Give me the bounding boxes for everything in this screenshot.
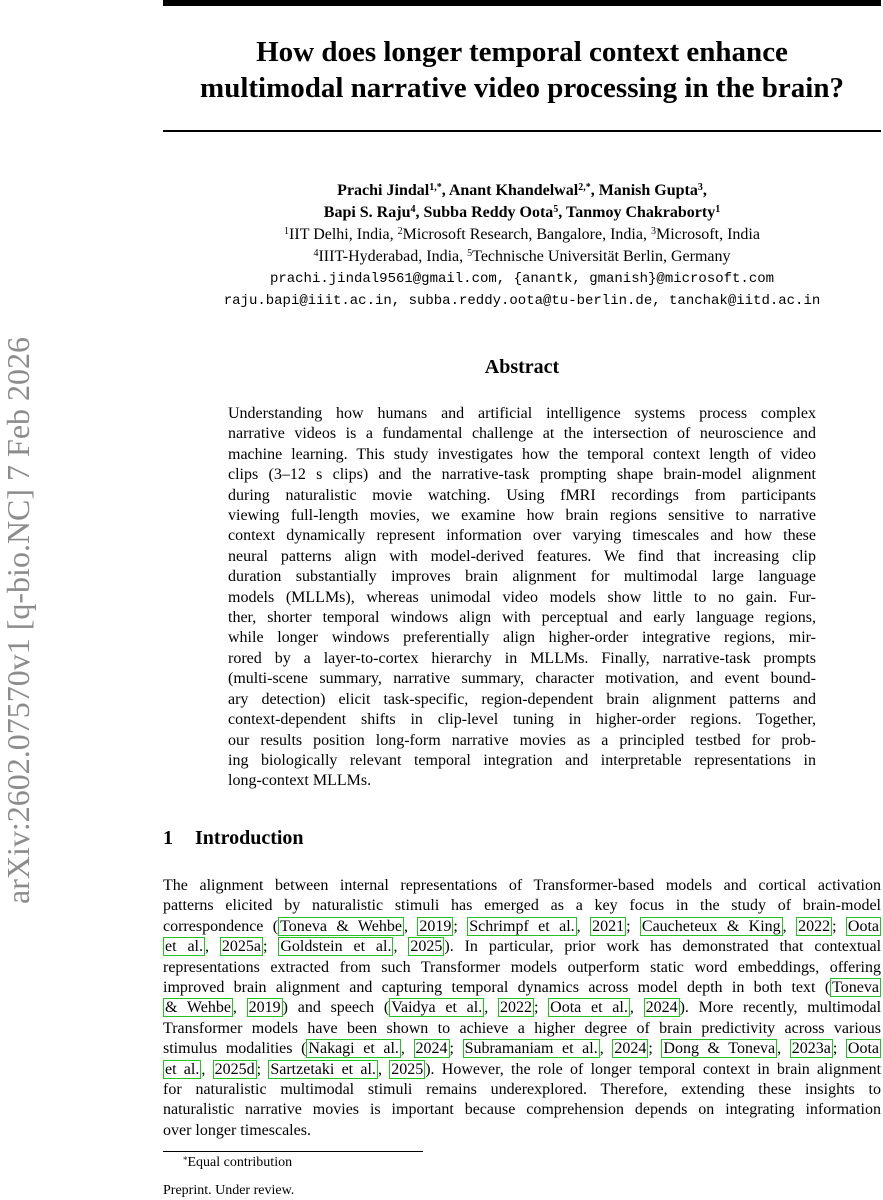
affiliation-line-2 bbox=[163, 246, 881, 268]
citation-link[interactable]: Oota et al. bbox=[550, 999, 628, 1017]
citation-year-link[interactable]: 2019 bbox=[419, 917, 452, 935]
author-name: Tanmoy Chakraborty bbox=[566, 204, 716, 221]
intro-line bbox=[163, 978, 881, 998]
intro-line: patterns elicited by naturalistic stimuli has emerged as a key focus in the study of brain-model bbox=[163, 897, 881, 915]
citation-year-link[interactable]: 2019 bbox=[248, 999, 281, 1017]
abstract-line: Understanding how humans and artificial intelligence systems process complex bbox=[228, 405, 816, 422]
author-name: Prachi Jindal bbox=[337, 182, 430, 199]
title-line-1: How does longer temporal context enhance bbox=[256, 36, 788, 68]
abstract-line: context-dependent shifts in clip-level tuning in higher-order regions. Together, bbox=[228, 711, 816, 729]
citation-year-link[interactable]: 2025 bbox=[410, 938, 443, 956]
citation-year-link[interactable]: 2025a bbox=[221, 938, 262, 956]
intro-line: & Wehbe , 2019 ) and speech ( Vaidya et al. , 2022 ; Oota et al. , 2024 ). More recently, multimodal bbox=[165, 999, 882, 1017]
citation-link[interactable]: Schrimpf et al. bbox=[469, 917, 575, 935]
abstract-line: viewing full-length movies, we examine how brain regions sensitive to narrative bbox=[228, 507, 816, 525]
abstract-line: (multi-scene summary, narrative summary, character motivation, and event bound- bbox=[228, 670, 816, 688]
abstract-line: rored by a layer-to-cortex hierarchy in MLLMs. Finally, narrative-task prompts bbox=[228, 649, 816, 667]
abstract-line: clips (3–12 s clips) and the narrative-task prompting shape brain-model alignment bbox=[228, 466, 816, 484]
author-mark: 5 bbox=[553, 204, 559, 215]
abstract-line: models (MLLMs), whereas unimodal video models show little to no gain. Fur- bbox=[228, 588, 816, 606]
intro-line: The alignment between internal representations of Transformer-based models and cortical activation bbox=[163, 877, 881, 894]
abstract-line: during naturalistic movie watching. Using fMRI recordings from participants bbox=[228, 486, 816, 504]
abstract-line: ther, shorter temporal windows align with perceptual and early language regions, bbox=[228, 609, 816, 627]
footnote-mark: * bbox=[183, 1155, 188, 1165]
citation-year-link[interactable]: 2024 bbox=[645, 999, 678, 1017]
intro-line: stimulus modalities ( Nakagi et al. , 2024 ; Subramaniam et al. , 2024 ; Dong & Toneva , 2023a ; Oota bbox=[163, 1040, 880, 1058]
section-heading-introduction bbox=[163, 827, 304, 850]
affiliation-mark: 3 bbox=[650, 226, 656, 237]
affiliation-mark: 5 bbox=[467, 248, 473, 259]
citation-year-link[interactable]: 2024 bbox=[614, 1040, 647, 1058]
citation-link[interactable]: Subramaniam et al. bbox=[464, 1040, 598, 1058]
footnote bbox=[183, 1155, 292, 1171]
intro-line: naturalistic narrative movies is important because comprehension depends on integrating information bbox=[163, 1101, 881, 1119]
citation-link[interactable]: Dong & Toneva bbox=[663, 1040, 776, 1058]
intro-line: et al. , 2025d ; Sartzetaki et al. , 2025 ). However, the role of longer temporal context in brain alignment bbox=[165, 1060, 882, 1078]
author-block bbox=[163, 180, 881, 312]
author-name: Bapi S. Raju bbox=[323, 204, 411, 221]
intro-line: representations extracted from such Transformer models outperform static word embeddings, offering bbox=[163, 958, 881, 976]
affiliation-text: IIIT-Hyderabad, India, bbox=[318, 248, 468, 265]
abstract-line: machine learning. This study investigates how the temporal context length of video bbox=[228, 445, 816, 463]
intro-text: improved brain alignment and capturing temporal dynamics across model depth in both text ( bbox=[163, 979, 831, 997]
intro-line: correspondence ( Toneva & Wehbe , 2019 ; Schrimpf et al. , 2021 ; Caucheteux & King , 2022 ; Oota bbox=[163, 917, 880, 935]
footnote-rule bbox=[163, 1151, 423, 1152]
author-name: Manish Gupta bbox=[598, 182, 698, 199]
intro-text: correspondence ( bbox=[163, 917, 279, 935]
affiliation-mark: 4 bbox=[313, 248, 319, 259]
preprint-notice: Preprint. Under review. bbox=[163, 1183, 295, 1198]
author-mark: 2,* bbox=[578, 182, 591, 193]
section-number: 1 bbox=[163, 827, 173, 849]
email-line-1: prachi.jindal9561@gmail.com, {anantk, gmanish}@microsoft.com bbox=[269, 271, 775, 287]
citation-link[interactable]: Caucheteux & King bbox=[641, 917, 781, 935]
citation-link[interactable]: Vaidya et al. bbox=[391, 999, 483, 1017]
affiliation-text: IIT Delhi, India, bbox=[289, 226, 398, 243]
abstract-line: our results position long-form narrative movies as a principled testbed for prob- bbox=[228, 731, 816, 749]
abstract-line: long-context MLLMs. bbox=[228, 772, 372, 790]
intro-text: ) and speech ( bbox=[282, 999, 390, 1017]
citation-link[interactable]: Goldstein et al. bbox=[280, 938, 392, 956]
citation-link[interactable]: Oota bbox=[847, 917, 880, 935]
author-mark: 3 bbox=[697, 182, 703, 193]
title-line-2: multimodal narrative video processing in the brain? bbox=[200, 72, 844, 104]
citation-year-link[interactable]: 2022 bbox=[499, 999, 532, 1017]
citation-year-link[interactable]: 2023a bbox=[791, 1040, 831, 1058]
author-mark: 4 bbox=[410, 204, 416, 215]
footnote-text: Equal contribution bbox=[187, 1155, 293, 1170]
author-line-2: Bapi S. Raju$^4$, Subba Reddy Oota$^5$, Tanmoy Chakraborty$^1$ bbox=[323, 204, 721, 221]
abstract-line: duration substantially improves brain alignment for multimodal large language bbox=[228, 568, 816, 586]
citation-year-link[interactable]: 2024 bbox=[415, 1040, 448, 1058]
section-title: Introduction bbox=[195, 827, 304, 849]
top-rule bbox=[163, 0, 881, 6]
author-mark: 1 bbox=[715, 204, 721, 215]
intro-text: ). In particular, prior work has demonstrated that contextual bbox=[444, 938, 882, 956]
citation-year-link[interactable]: 2025d bbox=[214, 1060, 255, 1078]
citation-year-link[interactable]: 2025 bbox=[391, 1060, 424, 1078]
introduction-paragraph bbox=[163, 876, 881, 1141]
affiliation-text: Microsoft, India bbox=[655, 226, 760, 243]
citation-link[interactable]: & Wehbe bbox=[165, 999, 231, 1017]
intro-text: ). More recently, multimodal bbox=[679, 999, 882, 1017]
affiliation-text: Technische Universität Berlin, Germany bbox=[472, 248, 731, 265]
intro-line: over longer timescales. bbox=[163, 1121, 311, 1139]
abstract-body bbox=[228, 404, 816, 792]
intro-line: et al. , 2025a ; Goldstein et al. , 2025 ). In particular, prior work has demonstrated that contextual bbox=[165, 938, 882, 956]
citation-link[interactable]: et al. bbox=[165, 938, 203, 956]
affiliation-mark: 2 bbox=[397, 226, 403, 237]
citation-link[interactable]: et al. bbox=[165, 1060, 200, 1078]
arxiv-stamp-text: arXiv:2602.07570v1 [q-bio.NC] 7 Feb 2026 bbox=[0, 336, 36, 904]
affiliation-text: Microsoft Research, Bangalore, India, bbox=[402, 226, 651, 243]
intro-text: ). However, the role of longer temporal context in brain alignment bbox=[425, 1060, 882, 1078]
affiliation-mark: 1 bbox=[284, 226, 290, 237]
abstract-line: ary detection) elicit task-specific, region-dependent brain alignment patterns and bbox=[228, 690, 816, 708]
intro-line: for naturalistic multimodal stimuli remains underexplored. Therefore, extending these insights to bbox=[163, 1081, 881, 1099]
email-line-2: raju.bapi@iiit.ac.in, subba.reddy.oota@tu-berlin.de, tanchak@iitd.ac.in bbox=[223, 293, 821, 309]
citation-year-link[interactable]: 2021 bbox=[592, 917, 625, 935]
citation-year-link[interactable]: 2022 bbox=[798, 917, 831, 935]
author-name: Subba Reddy Oota bbox=[423, 204, 554, 221]
citation-link[interactable]: Sartzetaki et al. bbox=[270, 1060, 376, 1078]
abstract-line: context dynamically represent information over varying timescales and how these bbox=[228, 527, 816, 545]
abstract-line: while longer windows preferentially align higher-order integrative regions, mir- bbox=[228, 629, 816, 647]
abstract-line: neural patterns align with model-derived features. We find that increasing clip bbox=[228, 547, 816, 565]
abstract-heading: Abstract bbox=[484, 356, 560, 378]
title-bottom-rule bbox=[163, 130, 881, 132]
abstract-line: ing biologically relevant temporal integration and interpretable representations in bbox=[228, 751, 816, 769]
author-line-1: Prachi Jindal$^{1,*}$, Anant Khandelwal$^{2,*}$, Manish Gupta$^3$, bbox=[337, 182, 707, 199]
citation-link[interactable]: Oota bbox=[847, 1040, 880, 1058]
citation-link[interactable]: Toneva bbox=[832, 979, 879, 997]
intro-text: stimulus modalities ( bbox=[163, 1040, 307, 1058]
citation-link[interactable]: Toneva & Wehbe bbox=[280, 917, 402, 935]
paper-title bbox=[163, 34, 881, 106]
intro-line: Transformer models have been shown to achieve a higher degree of brain predictivity across various bbox=[163, 1019, 881, 1037]
author-name: Anant Khandelwal bbox=[448, 182, 579, 199]
affiliation-line-1 bbox=[163, 224, 881, 246]
author-mark: 1,* bbox=[429, 182, 442, 193]
abstract-line: narrative videos is a fundamental challenge at the intersection of neuroscience and bbox=[228, 425, 816, 443]
citation-link[interactable]: Nakagi et al. bbox=[308, 1040, 399, 1058]
